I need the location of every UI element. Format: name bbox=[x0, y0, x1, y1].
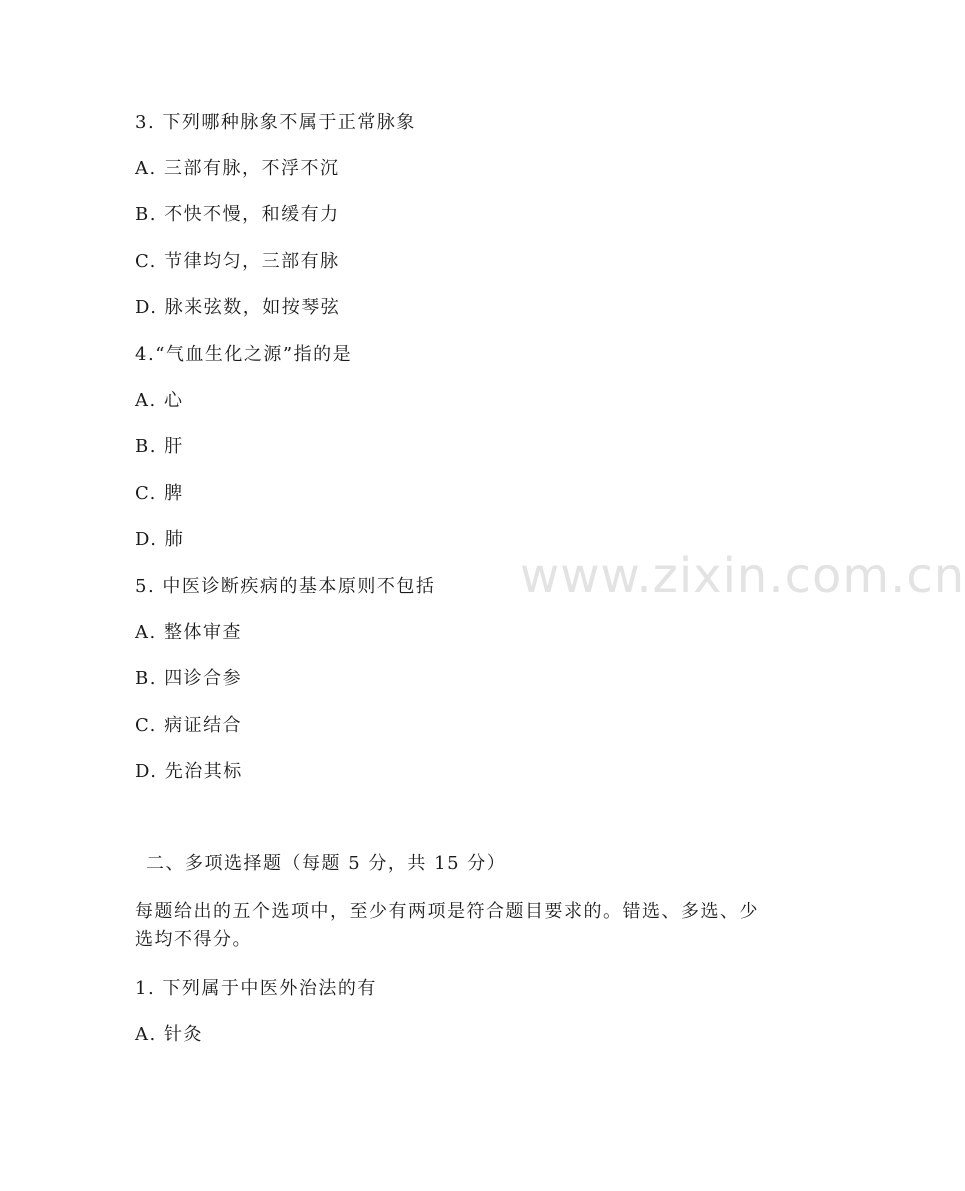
question-5 bbox=[135, 575, 435, 599]
option-text: 先治其标 bbox=[164, 761, 243, 782]
question-4 bbox=[135, 343, 352, 367]
option-5c bbox=[135, 714, 242, 738]
option-4d bbox=[135, 528, 184, 552]
multi-option-1a: A. 针灸 bbox=[135, 1024, 203, 1045]
section-instructions: 每题给出的五个选项中，至少有两项是符合题目要求的。错选、多选、少选均不得分。 bbox=[135, 901, 759, 950]
option-label: A. bbox=[135, 390, 157, 411]
option-text: 整体审查 bbox=[163, 622, 242, 643]
question-text: 下列哪种脉象不属于正常脉象 bbox=[162, 112, 416, 133]
option-5d bbox=[135, 760, 243, 784]
option-text: 心 bbox=[163, 390, 184, 411]
option-text: 肝 bbox=[164, 436, 184, 457]
question-text: “气血生化之源”指的是 bbox=[155, 344, 353, 365]
option-5b bbox=[135, 667, 242, 691]
option-label: B. bbox=[135, 668, 157, 689]
option-3d bbox=[135, 296, 340, 320]
option-label: C. bbox=[135, 483, 157, 504]
option-4c bbox=[135, 482, 184, 506]
option-4b bbox=[135, 435, 184, 459]
question-3 bbox=[135, 111, 416, 135]
option-3b bbox=[135, 203, 340, 227]
option-label: C. bbox=[135, 251, 157, 272]
question-number: 3. bbox=[135, 112, 156, 133]
option-3a bbox=[135, 157, 339, 181]
option-text: 肺 bbox=[164, 529, 185, 550]
option-label: D. bbox=[135, 761, 158, 782]
option-5a bbox=[135, 621, 242, 645]
question-number: 4. bbox=[135, 344, 156, 365]
option-4a bbox=[135, 389, 183, 413]
option-label: B. bbox=[135, 204, 157, 225]
section-heading: 二、多项选择题（每题 5 分，共 15 分） bbox=[146, 853, 507, 874]
option-text: 脉来弦数，如按琴弦 bbox=[164, 297, 341, 318]
option-3c bbox=[135, 250, 340, 274]
option-text: 脾 bbox=[164, 483, 184, 504]
option-label: D. bbox=[135, 529, 158, 550]
option-text: 不快不慢，和缓有力 bbox=[164, 204, 340, 225]
watermark: www.zixin.com.cn bbox=[520, 548, 965, 604]
option-text: 节律均匀，三部有脉 bbox=[164, 251, 340, 272]
question-text: 中医诊断疾病的基本原则不包括 bbox=[162, 576, 436, 597]
question-number: 5. bbox=[135, 576, 156, 597]
option-text: 四诊合参 bbox=[164, 668, 243, 689]
option-label: C. bbox=[135, 715, 157, 736]
option-label: B. bbox=[135, 436, 157, 457]
option-label: A. bbox=[135, 622, 157, 643]
option-text: 病证结合 bbox=[164, 715, 243, 736]
option-label: D. bbox=[135, 297, 158, 318]
option-label: A. bbox=[135, 158, 157, 179]
option-text: 三部有脉，不浮不沉 bbox=[163, 158, 340, 179]
multi-question-1: 1. 下列属于中医外治法的有 bbox=[135, 978, 377, 999]
